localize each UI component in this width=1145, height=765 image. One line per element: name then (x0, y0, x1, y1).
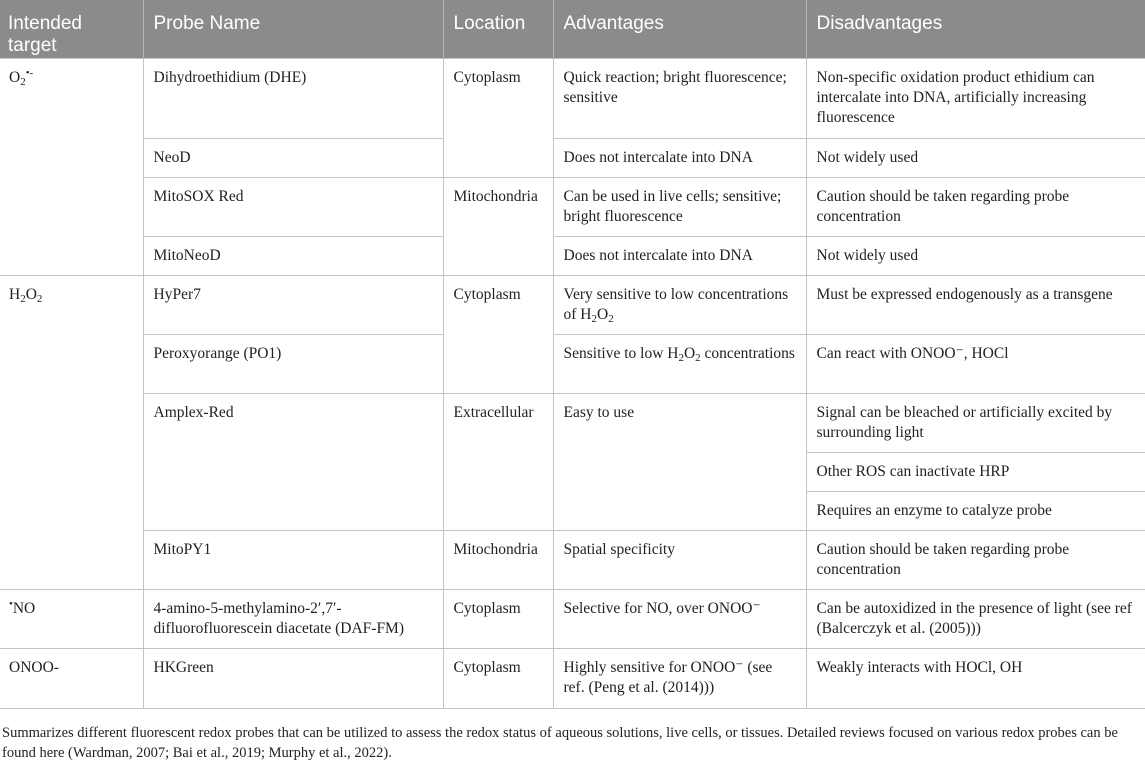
header-disadvantages: Disadvantages (806, 0, 1145, 58)
disadvantages: Other ROS can inactivate HRP (806, 452, 1145, 491)
probe-name: HKGreen (143, 648, 443, 708)
table-row (0, 177, 1145, 236)
target-superoxide: $O_2^{•-}$ (0, 58, 143, 275)
table-row (0, 530, 1145, 589)
table-row (0, 589, 1145, 648)
advantages: Easy to use (553, 393, 806, 530)
probe-name: Amplex-Red (143, 393, 443, 530)
advantages: Very sensitive to low concentrations of $H_2O_2$ (553, 275, 806, 334)
probe-name: HyPer7 (143, 275, 443, 334)
location: Extracellular (443, 393, 553, 530)
disadvantages: Non-specific oxidation product ethidium can intercalate into DNA, artificially increasing fluorescence (806, 58, 1145, 138)
table-header-row (0, 0, 1145, 58)
disadvantages: Not widely used (806, 236, 1145, 275)
advantages: Can be used in live cells; sensitive; bright fluorescence (553, 177, 806, 236)
location: Cytoplasm (443, 58, 553, 177)
location: Mitochondria (443, 530, 553, 589)
disadvantages: Not widely used (806, 138, 1145, 177)
probe-name: Dihydroethidium (DHE) (143, 58, 443, 138)
disadvantages: Requires an enzyme to catalyze probe (806, 491, 1145, 530)
disadvantages: Weakly interacts with HOCl, OH (806, 648, 1145, 708)
advantages: Spatial specificity (553, 530, 806, 589)
target-nitric-oxide: •NO (0, 589, 143, 648)
header-intended-target: Intended target (0, 0, 143, 58)
disadvantages: Signal can be bleached or artificially excited by surrounding light (806, 393, 1145, 452)
advantages: Sensitive to low $H_2O_2$ concentrations (553, 334, 806, 393)
table-caption (2, 723, 1140, 763)
advantages: Does not intercalate into DNA (553, 138, 806, 177)
table-row (0, 275, 1145, 334)
location: Cytoplasm (443, 275, 553, 393)
advantages: Quick reaction; bright fluorescence; sensitive (553, 58, 806, 138)
header-location: Location (443, 0, 553, 58)
location: Mitochondria (443, 177, 553, 275)
advantages: Selective for NO, over ONOO⁻ (553, 589, 806, 648)
probe-name: Peroxyorange (PO1) (143, 334, 443, 393)
probe-name: MitoNeoD (143, 236, 443, 275)
disadvantages: Can be autoxidized in the presence of light (see ref (Balcerczyk et al. (2005))) (806, 589, 1145, 648)
header-advantages: Advantages (553, 0, 806, 58)
target-hydrogen-peroxide: $H_2O_2$ (0, 275, 143, 589)
header-probe-name: Probe Name (143, 0, 443, 58)
probe-name: MitoPY1 (143, 530, 443, 589)
advantages: Highly sensitive for ONOO⁻ (see ref. (Peng et al. (2014))) (553, 648, 806, 708)
probe-name: NeoD (143, 138, 443, 177)
target-peroxynitrite: ONOO- (0, 648, 143, 708)
disadvantages: Must be expressed endogenously as a transgene (806, 275, 1145, 334)
table-row (0, 236, 1145, 275)
table-row (0, 138, 1145, 177)
table-row (0, 393, 1145, 452)
location: Cytoplasm (443, 589, 553, 648)
probe-name: 4-amino-5-methylamino-2′,7′-difluorofluorescein diacetate (DAF-FM) (143, 589, 443, 648)
disadvantages: Caution should be taken regarding probe concentration (806, 530, 1145, 589)
advantages: Does not intercalate into DNA (553, 236, 806, 275)
table-row (0, 334, 1145, 393)
caption-text: Summarizes different fluorescent redox probes that can be utilized to assess the redox status of aqueous solutions, live cells, or tissues. Detailed reviews focused on various redox probes can be found here (Wardman, 2007; Bai et al., 2019; Murphy et al., 2022). (2, 725, 1118, 761)
probe-name: MitoSOX Red (143, 177, 443, 236)
disadvantages: Can react with ONOO⁻, HOCl (806, 334, 1145, 393)
location: Cytoplasm (443, 648, 553, 708)
table-row (0, 648, 1145, 708)
table-row (0, 58, 1145, 138)
disadvantages: Caution should be taken regarding probe concentration (806, 177, 1145, 236)
